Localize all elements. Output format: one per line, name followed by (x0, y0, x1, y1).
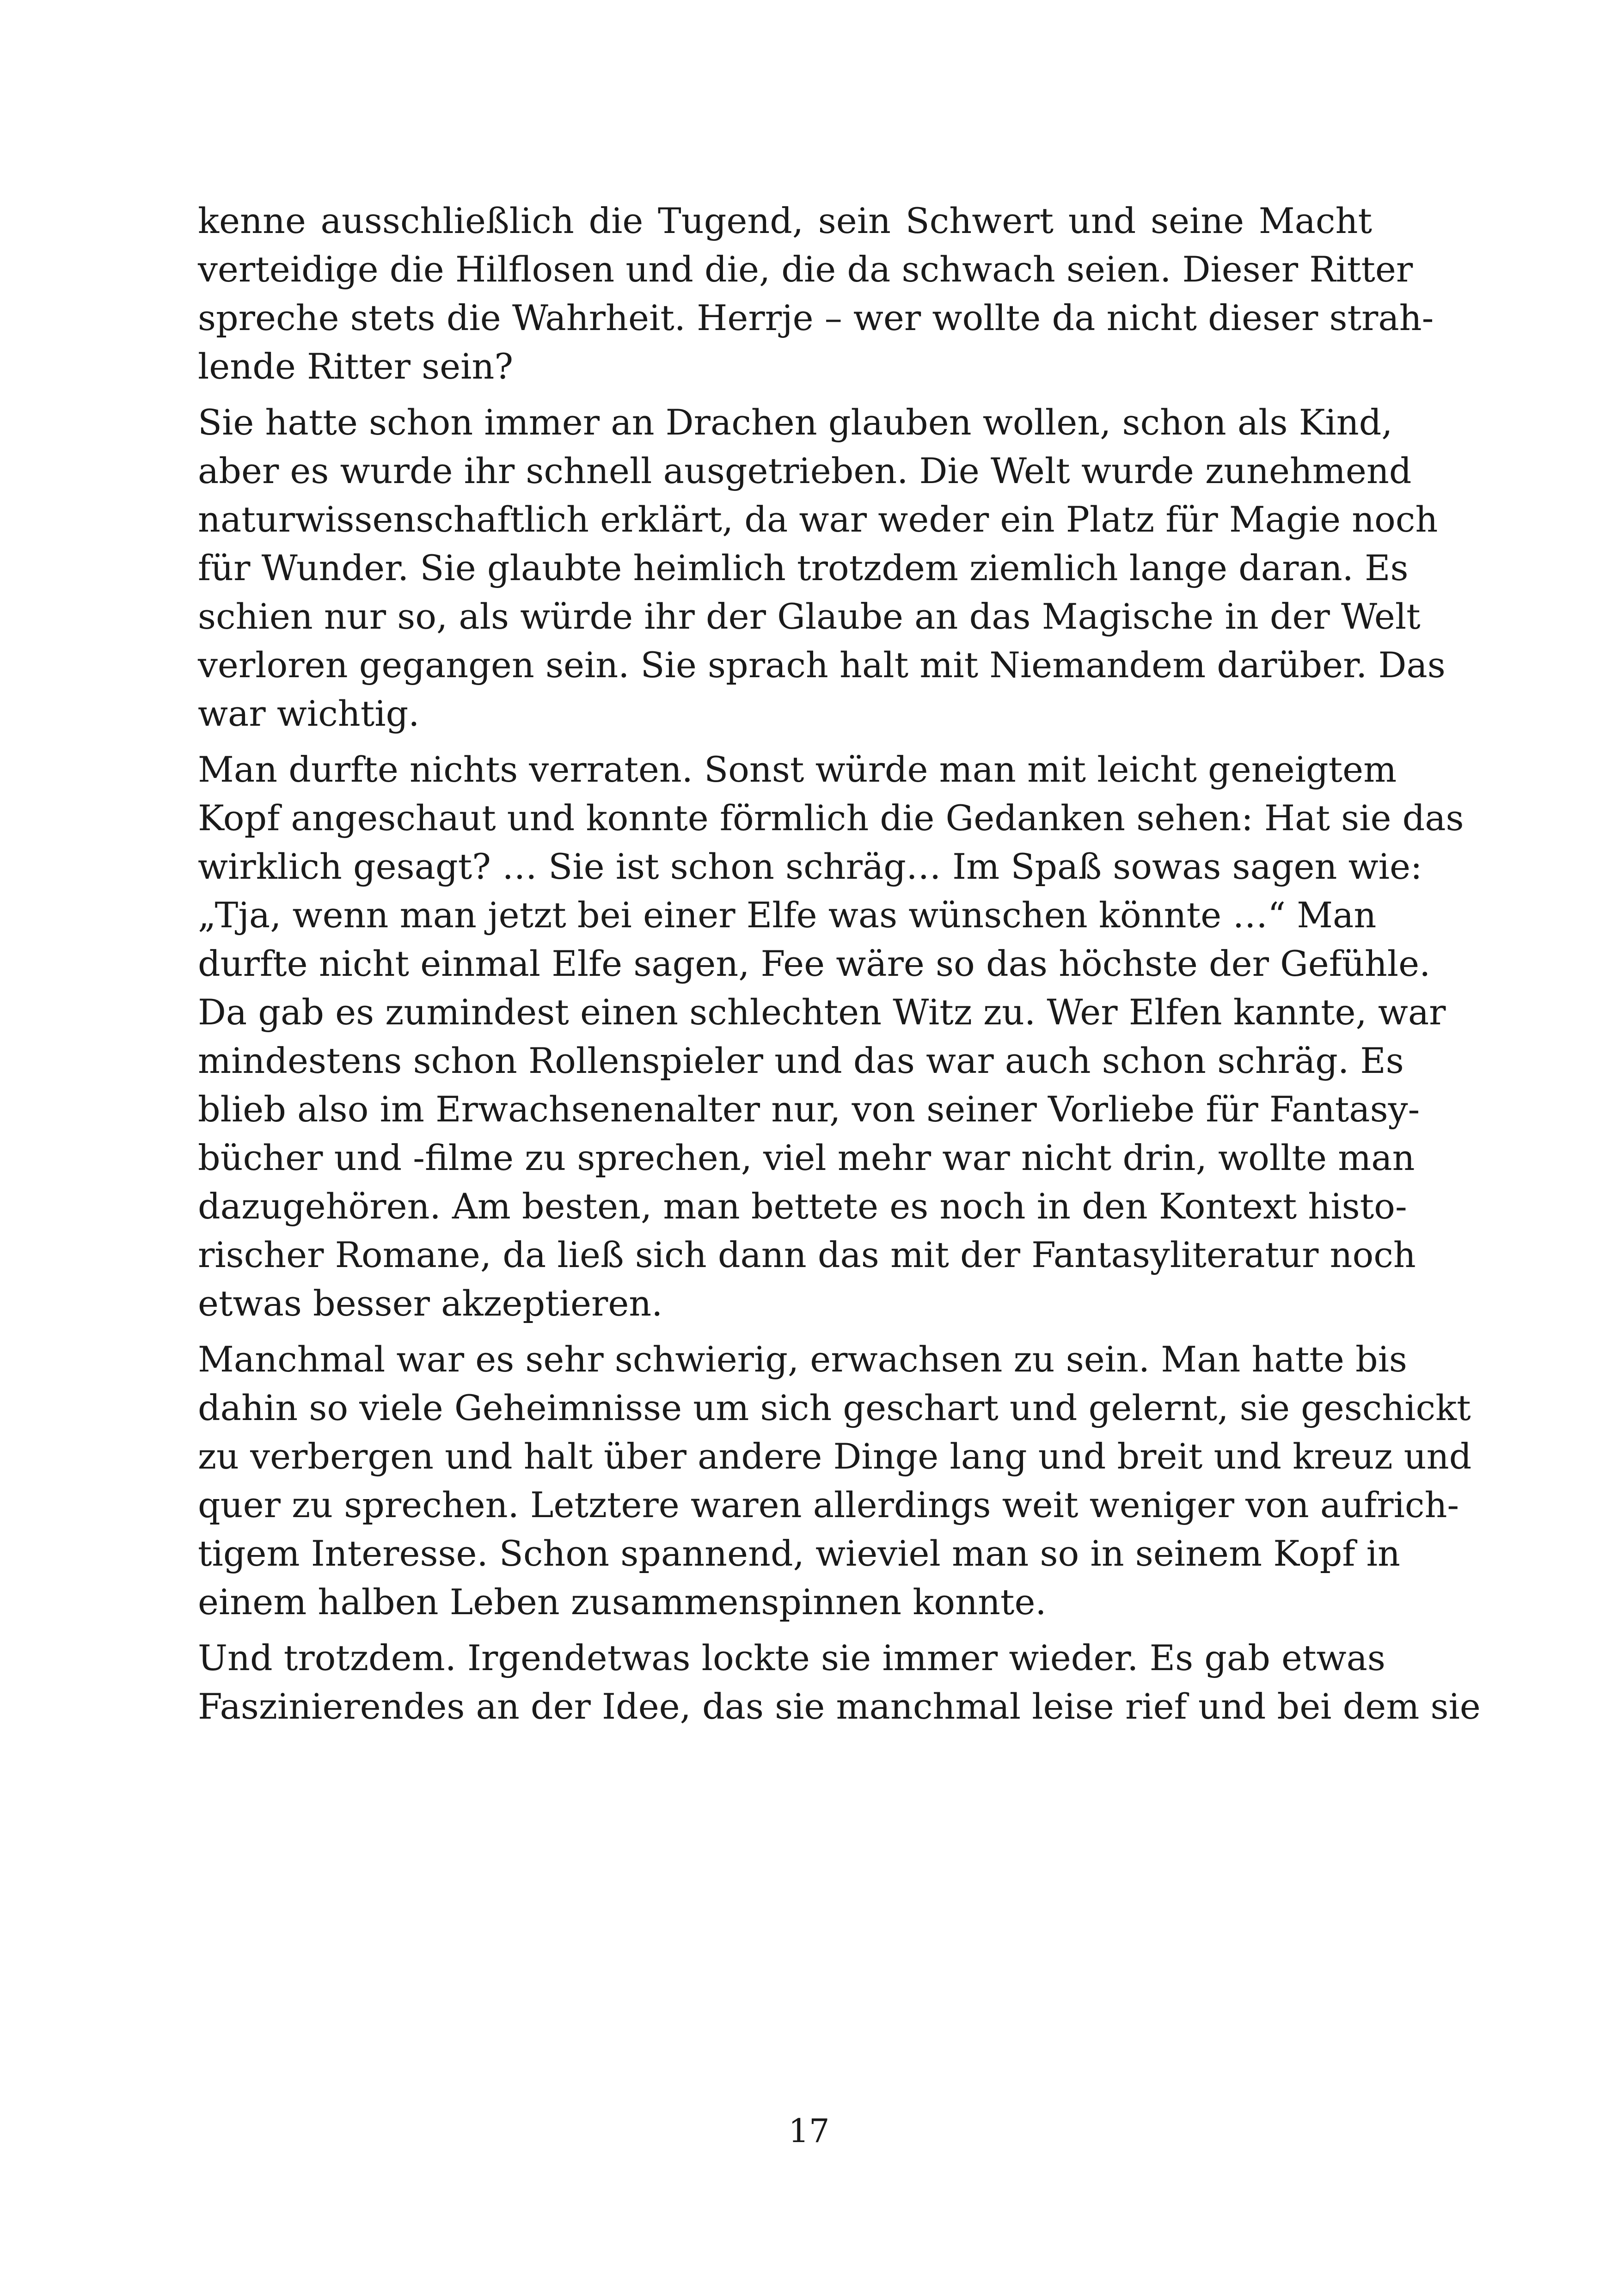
text-line: für Wunder. Sie glaubte heimlich trotzdem ziemlich lange daran. Es (198, 547, 1409, 588)
text-line: Kopf angeschaut und konnte förmlich die Gedanken sehen: Hat sie das (198, 797, 1464, 839)
text-line: lende Ritter sein? (198, 346, 514, 387)
paragraph (198, 1634, 1481, 1731)
text-line: quer zu sprechen. Letztere waren allerdings weit weniger von aufrich- (198, 1484, 1459, 1525)
body-text (198, 196, 1481, 1738)
text-line: Und trotzdem. Irgendetwas lockte sie immer wieder. Es gab etwas (198, 1637, 1385, 1678)
text-line: durfte nicht einmal Elfe sagen, Fee wäre so das höchste der Gefühle. (198, 943, 1431, 984)
text-line: schien nur so, als würde ihr der Glaube an das Magische in der Welt (198, 596, 1421, 637)
text-line: war wichtig. (198, 693, 420, 734)
text-line: zu verbergen und halt über andere Dinge lang und breit und kreuz und (198, 1436, 1472, 1477)
text-line: Sie hatte schon immer an Drachen glauben wollen, schon als Kind, (198, 402, 1393, 443)
paragraph (198, 745, 1464, 1328)
paragraph (198, 398, 1446, 738)
text-line: Manchmal war es sehr schwierig, erwachsen zu sein. Man hatte bis (198, 1339, 1407, 1380)
text-line: dahin so viele Geheimnisse um sich geschart und gelernt, sie geschickt (198, 1387, 1471, 1428)
page-number: 17 (788, 2112, 830, 2150)
paragraph (198, 1335, 1472, 1626)
text-line: blieb also im Erwachsenenalter nur, von seiner Vorliebe für Fantasy- (198, 1089, 1420, 1130)
text-line: „Tja, wenn man jetzt bei einer Elfe was wünschen könnte …“ Man (198, 894, 1377, 936)
text-line: dazugehören. Am besten, man bettete es noch in den Kontext histo- (198, 1186, 1407, 1227)
text-line: kenne ausschließlich die Tugend, sein Schwert und seine Macht (198, 200, 1372, 241)
text-line: rischer Romane, da ließ sich dann das mit der Fantasyliteratur noch (198, 1234, 1416, 1275)
text-line: naturwissenschaftlich erklärt, da war weder ein Platz für Magie noch (198, 499, 1438, 540)
text-line: verteidige die Hilflosen und die, die da schwach seien. Dieser Ritter (198, 249, 1413, 290)
text-line: mindestens schon Rollenspieler und das war auch schon schräg. Es (198, 1040, 1404, 1081)
text-line: einem halben Leben zusammenspinnen konnte. (198, 1581, 1047, 1623)
text-line: etwas besser akzeptieren. (198, 1283, 663, 1324)
text-line: aber es wurde ihr schnell ausgetrieben. Die Welt wurde zunehmend (198, 450, 1412, 491)
text-line: bücher und -filme zu sprechen, viel mehr war nicht drin, wollte man (198, 1137, 1415, 1178)
paragraph (198, 196, 1434, 391)
text-line: Faszinierendes an der Idee, das sie manchmal leise rief und bei dem sie (198, 1686, 1481, 1727)
text-line: verloren gegangen sein. Sie sprach halt mit Niemandem darüber. Das (198, 644, 1446, 686)
text-line: tigem Interesse. Schon spannend, wieviel man so in seinem Kopf in (198, 1533, 1400, 1574)
text-line: wirklich gesagt? … Sie ist schon schräg… Im Spaß sowas sagen wie: (198, 846, 1422, 887)
text-line: Da gab es zumindest einen schlechten Witz zu. Wer Elfen kannte, war (198, 992, 1446, 1033)
text-line: spreche stets die Wahrheit. Herrje – wer wollte da nicht dieser strah- (198, 297, 1434, 338)
text-line: Man durfte nichts verraten. Sonst würde man mit leicht geneigtem (198, 749, 1397, 790)
